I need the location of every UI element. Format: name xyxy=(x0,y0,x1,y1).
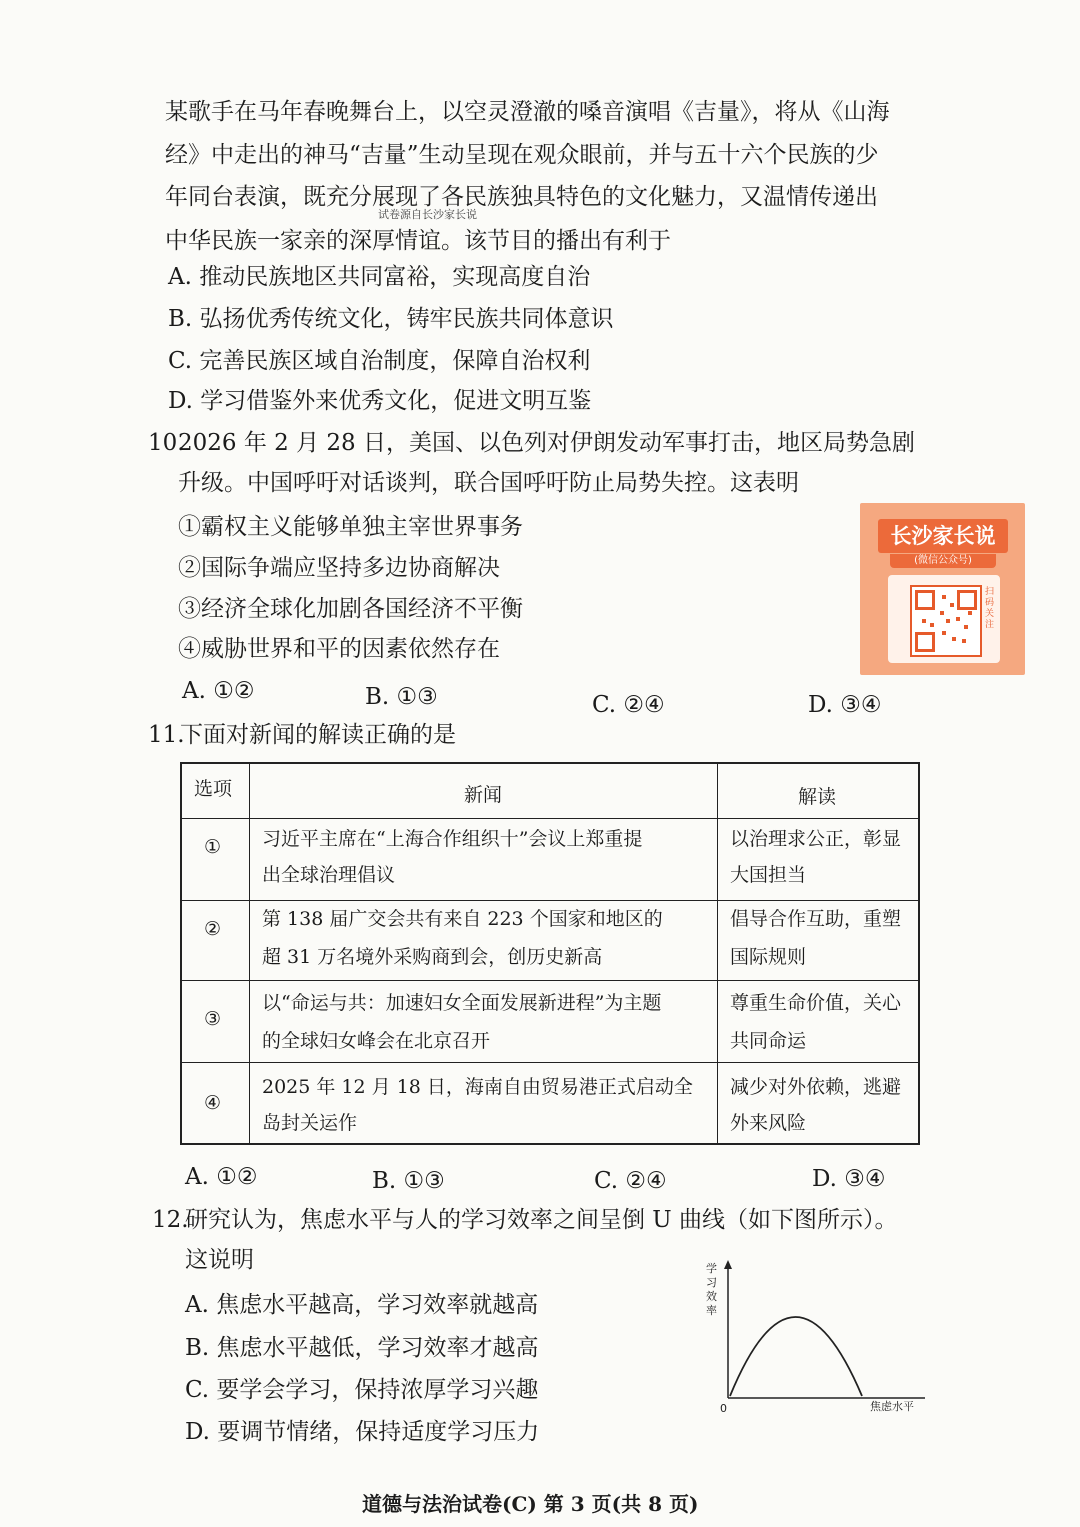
promo-qr-panel xyxy=(888,575,1000,663)
q10-choice-c: C. ②④ xyxy=(592,692,665,718)
q11-number: 11. xyxy=(148,722,185,748)
y-axis-label-4: 率 xyxy=(706,1304,717,1317)
promo-subtitle: (微信公众号) xyxy=(890,554,996,568)
table-row-4-interp-1: 减少对外依赖，逃避 xyxy=(730,1076,902,1098)
table-row-4-interp-2: 外来风险 xyxy=(730,1112,807,1134)
q12-option-a: A. 焦虑水平越高，学习效率就越高 xyxy=(185,1292,539,1318)
table-header-news: 新闻 xyxy=(464,784,503,806)
q10-choice-b: B. ①③ xyxy=(365,684,438,710)
q10-item-1: ①霸权主义能够单独主宰世界事务 xyxy=(178,514,523,540)
q9-option-b: B. 弘扬优秀传统文化，铸牢民族共同体意识 xyxy=(168,306,614,332)
news-table xyxy=(180,762,920,1145)
q9-stem-line-2: 经》中走出的神马“吉量”生动呈现在观众眼前，并与五十六个民族的少 xyxy=(165,142,879,168)
q12-stem-line-2: 这说明 xyxy=(185,1247,254,1273)
q11-choice-b: B. ①③ xyxy=(372,1168,445,1194)
table-row-4-news-1: 2025 年 12 月 18 日，海南自由贸易港正式启动全 xyxy=(262,1076,693,1098)
table-header-interpretation: 解读 xyxy=(798,786,837,808)
q10-stem-line-1: 2026 年 2 月 28 日，美国、以色列对伊朗发动军事打击，地区局势急剧 xyxy=(178,430,915,456)
q9-stem-line-3: 年同台表演，既充分展现了各民族独具特色的文化魅力，又温情传递出 xyxy=(165,184,878,210)
table-row-4-news-2: 岛封关运作 xyxy=(262,1112,358,1134)
q12-stem-line-1: 研究认为，焦虑水平与人的学习效率之间呈倒 U 曲线（如下图所示）。 xyxy=(185,1207,898,1233)
q12-option-d: D. 要调节情绪，保持适度学习压力 xyxy=(185,1419,540,1445)
promo-scan-text: 扫码关注 xyxy=(985,587,995,630)
table-row-3-news-1: 以“命运与共：加速妇女全面发展新进程”为主题 xyxy=(262,992,662,1014)
table-row-2-interp-2: 国际规则 xyxy=(730,946,807,968)
table-row-3-news-2: 的全球妇女峰会在北京召开 xyxy=(262,1030,491,1052)
table-row-3-id: ③ xyxy=(204,1008,222,1030)
q10-item-3: ③经济全球化加剧各国经济不平衡 xyxy=(178,596,523,622)
y-axis-label-3: 效 xyxy=(706,1290,717,1303)
table-row-2-news-2: 超 31 万名境外采购商到会，创历史新高 xyxy=(262,946,603,968)
origin-label: 0 xyxy=(720,1402,727,1415)
q12-option-b: B. 焦虑水平越低，学习效率才越高 xyxy=(185,1335,539,1361)
q9-option-d: D. 学习借鉴外来优秀文化，促进文明互鉴 xyxy=(168,388,592,414)
table-row-2-interp-1: 倡导合作互助，重塑 xyxy=(730,908,902,930)
table-row-1-interp-2: 大国担当 xyxy=(730,864,807,886)
q10-choice-a: A. ①② xyxy=(182,678,255,704)
q11-stem: 下面对新闻的解读正确的是 xyxy=(180,722,456,748)
q11-choice-c: C. ②④ xyxy=(594,1168,667,1194)
q11-choice-d: D. ③④ xyxy=(812,1166,886,1192)
table-row-2-news-1: 第 138 届广交会共有来自 223 个国家和地区的 xyxy=(262,908,663,930)
q11-choice-a: A. ①② xyxy=(185,1164,258,1190)
y-axis-label-2: 习 xyxy=(706,1276,717,1289)
q10-choice-d: D. ③④ xyxy=(808,692,882,718)
q12-option-c: C. 要学会学习，保持浓厚学习兴趣 xyxy=(185,1377,539,1403)
qr-code-icon[interactable] xyxy=(910,585,982,657)
page-footer: 道德与法治试卷(C) 第 3 页(共 8 页) xyxy=(362,1492,699,1516)
table-row-1-interp-1: 以治理求公正，彰显 xyxy=(730,828,902,850)
table-row-3-interp-1: 尊重生命价值，关心 xyxy=(730,992,902,1014)
table-row-1-id: ① xyxy=(204,836,222,858)
table-row-1-news-2: 出全球治理倡议 xyxy=(262,864,396,886)
promo-title: 长沙家长说 xyxy=(878,519,1008,553)
table-row-3-interp-2: 共同命运 xyxy=(730,1030,807,1052)
q10-number: 10. xyxy=(148,430,185,456)
q9-option-a: A. 推动民族地区共同富裕，实现高度自治 xyxy=(168,264,591,290)
q12-number: 12. xyxy=(152,1207,189,1233)
q10-stem-line-2: 升级。中国呼吁对话谈判，联合国呼吁防止局势失控。这表明 xyxy=(178,470,799,496)
q10-item-2: ②国际争端应坚持多边协商解决 xyxy=(178,555,500,581)
q9-stem-line-4: 中华民族一家亲的深厚情谊。该节目的播出有利于 xyxy=(165,228,671,254)
inverted-u-curve xyxy=(730,1317,862,1396)
table-row-2-id: ② xyxy=(204,918,222,940)
watermark: 试卷源自长沙家长说 xyxy=(378,208,477,221)
q9-stem-line-1: 某歌手在马年春晚舞台上，以空灵澄澈的嗓音演唱《吉量》，将从《山海 xyxy=(165,99,890,125)
x-axis-label: 焦虑水平 xyxy=(870,1400,914,1413)
q9-option-c: C. 完善民族区域自治制度，保障自治权利 xyxy=(168,348,591,374)
table-header-option: 选项 xyxy=(194,778,233,800)
table-row-4-id: ④ xyxy=(204,1092,222,1114)
anxiety-efficiency-chart xyxy=(700,1258,940,1418)
promo-card xyxy=(860,503,1025,675)
table-row-1-news-1: 习近平主席在“上海合作组织十”会议上郑重提 xyxy=(262,828,643,850)
y-axis-label-1: 学 xyxy=(706,1262,717,1275)
q10-item-4: ④威胁世界和平的因素依然存在 xyxy=(178,636,500,662)
y-axis-arrow xyxy=(724,1260,732,1269)
